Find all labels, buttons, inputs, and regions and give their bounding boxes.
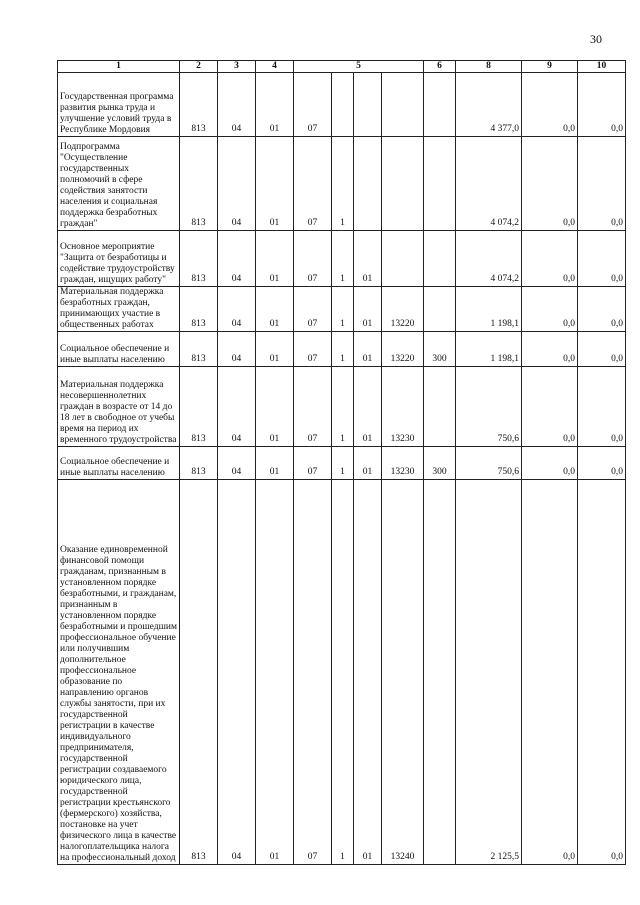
table-row	[58, 367, 626, 447]
cell-col-4: 01	[256, 367, 294, 447]
cell-col-5-direction	[382, 231, 424, 287]
cell-col-10: 0,0	[578, 332, 626, 367]
cell-col-5-program: 07	[294, 367, 332, 447]
header-col-6: 6	[424, 61, 456, 73]
cell-col-6: 300	[424, 332, 456, 367]
cell-col-10: 0,0	[578, 231, 626, 287]
cell-col-10: 0,0	[578, 137, 626, 231]
page-number: 30	[590, 32, 602, 46]
cell-col-4: 01	[256, 287, 294, 332]
cell-col-2: 813	[180, 367, 218, 447]
cell-col-6	[424, 137, 456, 231]
cell-col-2: 813	[180, 231, 218, 287]
row-name: Материальная поддержка несовершеннолетних граждан в возрасте от 14 до 18 лет в свободное от учебы время на период их временного трудоустройства	[58, 367, 180, 447]
cell-col-10: 0,0	[578, 447, 626, 480]
cell-col-2: 813	[180, 332, 218, 367]
cell-col-8: 1 198,1	[456, 332, 522, 367]
cell-col-4: 01	[256, 480, 294, 865]
row-name: Основное мероприятие "Защита от безработицы и содействие трудоустройству граждан, ищущих работу"	[58, 231, 180, 287]
cell-col-2: 813	[180, 73, 218, 137]
cell-col-5-program: 07	[294, 480, 332, 865]
cell-col-3: 04	[218, 447, 256, 480]
cell-col-6	[424, 480, 456, 865]
row-name: Государственная программа развития рынка труда и улучшение условий труда в Республике Мордовия	[58, 73, 180, 137]
cell-col-5-direction: 13220	[382, 287, 424, 332]
cell-col-10: 0,0	[578, 367, 626, 447]
cell-col-9: 0,0	[522, 137, 578, 231]
cell-col-5-program: 07	[294, 447, 332, 480]
cell-col-5-subprogram: 1	[332, 287, 354, 332]
cell-col-3: 04	[218, 137, 256, 231]
cell-col-8: 4 377,0	[456, 73, 522, 137]
cell-col-10: 0,0	[578, 73, 626, 137]
table-row	[58, 480, 626, 865]
row-name: Материальная поддержка безработных граждан, принимающих участие в общественных работах	[58, 287, 180, 332]
budget-table	[57, 60, 626, 865]
cell-col-9: 0,0	[522, 367, 578, 447]
cell-col-9: 0,0	[522, 73, 578, 137]
table-row	[58, 231, 626, 287]
cell-col-5-program: 07	[294, 73, 332, 137]
table-row	[58, 287, 626, 332]
cell-col-3: 04	[218, 480, 256, 865]
cell-col-6: 300	[424, 447, 456, 480]
cell-col-5-direction: 13230	[382, 447, 424, 480]
row-name: Социальное обеспечение и иные выплаты населению	[58, 447, 180, 480]
cell-col-3: 04	[218, 367, 256, 447]
header-col-2: 2	[180, 61, 218, 73]
cell-col-6	[424, 287, 456, 332]
cell-col-4: 01	[256, 137, 294, 231]
cell-col-10: 0,0	[578, 480, 626, 865]
header-col-4: 4	[256, 61, 294, 73]
cell-col-8: 1 198,1	[456, 287, 522, 332]
cell-col-5-direction: 13230	[382, 367, 424, 447]
cell-col-3: 04	[218, 332, 256, 367]
header-col-1: 1	[58, 61, 180, 73]
cell-col-5-subprogram: 1	[332, 332, 354, 367]
cell-col-9: 0,0	[522, 231, 578, 287]
cell-col-9: 0,0	[522, 287, 578, 332]
cell-col-6	[424, 367, 456, 447]
cell-col-3: 04	[218, 73, 256, 137]
cell-col-4: 01	[256, 447, 294, 480]
row-name: Подпрограмма "Осуществление государственных полномочий в сфере содействия занятости населения и социальная поддержка безработных граждан"	[58, 137, 180, 231]
cell-col-5-subprogram: 1	[332, 231, 354, 287]
cell-col-8: 4 074,2	[456, 231, 522, 287]
cell-col-5-program: 07	[294, 332, 332, 367]
cell-col-5-event: 01	[354, 367, 382, 447]
cell-col-4: 01	[256, 73, 294, 137]
cell-col-9: 0,0	[522, 332, 578, 367]
cell-col-2: 813	[180, 447, 218, 480]
cell-col-5-program: 07	[294, 231, 332, 287]
cell-col-8: 750,6	[456, 447, 522, 480]
header-col-3: 3	[218, 61, 256, 73]
cell-col-2: 813	[180, 287, 218, 332]
cell-col-5-program: 07	[294, 137, 332, 231]
header-col-10: 10	[578, 61, 626, 73]
cell-col-5-event: 01	[354, 287, 382, 332]
cell-col-5-direction	[382, 137, 424, 231]
cell-col-8: 4 074,2	[456, 137, 522, 231]
cell-col-8: 750,6	[456, 367, 522, 447]
cell-col-2: 813	[180, 480, 218, 865]
cell-col-3: 04	[218, 231, 256, 287]
cell-col-10: 0,0	[578, 287, 626, 332]
table-row	[58, 137, 626, 231]
cell-col-5-subprogram: 1	[332, 137, 354, 231]
cell-col-3: 04	[218, 287, 256, 332]
header-row	[58, 61, 626, 73]
cell-col-4: 01	[256, 332, 294, 367]
header-col-9: 9	[522, 61, 578, 73]
cell-col-5-direction: 13240	[382, 480, 424, 865]
cell-col-8: 2 125,5	[456, 480, 522, 865]
cell-col-5-subprogram: 1	[332, 447, 354, 480]
cell-col-6	[424, 231, 456, 287]
cell-col-2: 813	[180, 137, 218, 231]
header-col-5: 5	[294, 61, 424, 73]
cell-col-5-subprogram	[332, 73, 354, 137]
cell-col-5-event	[354, 73, 382, 137]
cell-col-5-event: 01	[354, 447, 382, 480]
cell-col-6	[424, 73, 456, 137]
row-name: Социальное обеспечение и иные выплаты населению	[58, 332, 180, 367]
cell-col-5-direction: 13220	[382, 332, 424, 367]
cell-col-5-direction	[382, 73, 424, 137]
cell-col-5-subprogram: 1	[332, 367, 354, 447]
cell-col-5-event: 01	[354, 332, 382, 367]
table-row	[58, 447, 626, 480]
row-name: Оказание единовременной финансовой помощи гражданам, признанным в установленном порядке безработными, и гражданам, признанным в установленном порядке безработными и прошедшим профессиональное обучение или получившим дополнительное профессиональное образование по направлению органов службы занятости, при их государственной регистрации в качестве индивидуального предпринимателя, государственной регистрации создаваемого юридического лица, государственной регистрации крестьянского (фермерского) хозяйства, постановке на учет физического лица в качестве налогоплательщика налога на профессиональный доход	[58, 480, 180, 865]
table-row	[58, 73, 626, 137]
cell-col-5-program: 07	[294, 287, 332, 332]
cell-col-5-event: 01	[354, 231, 382, 287]
header-col-8: 8	[456, 61, 522, 73]
cell-col-5-event: 01	[354, 480, 382, 865]
cell-col-4: 01	[256, 231, 294, 287]
cell-col-9: 0,0	[522, 447, 578, 480]
cell-col-5-event	[354, 137, 382, 231]
table-row	[58, 332, 626, 367]
cell-col-9: 0,0	[522, 480, 578, 865]
cell-col-5-subprogram: 1	[332, 480, 354, 865]
